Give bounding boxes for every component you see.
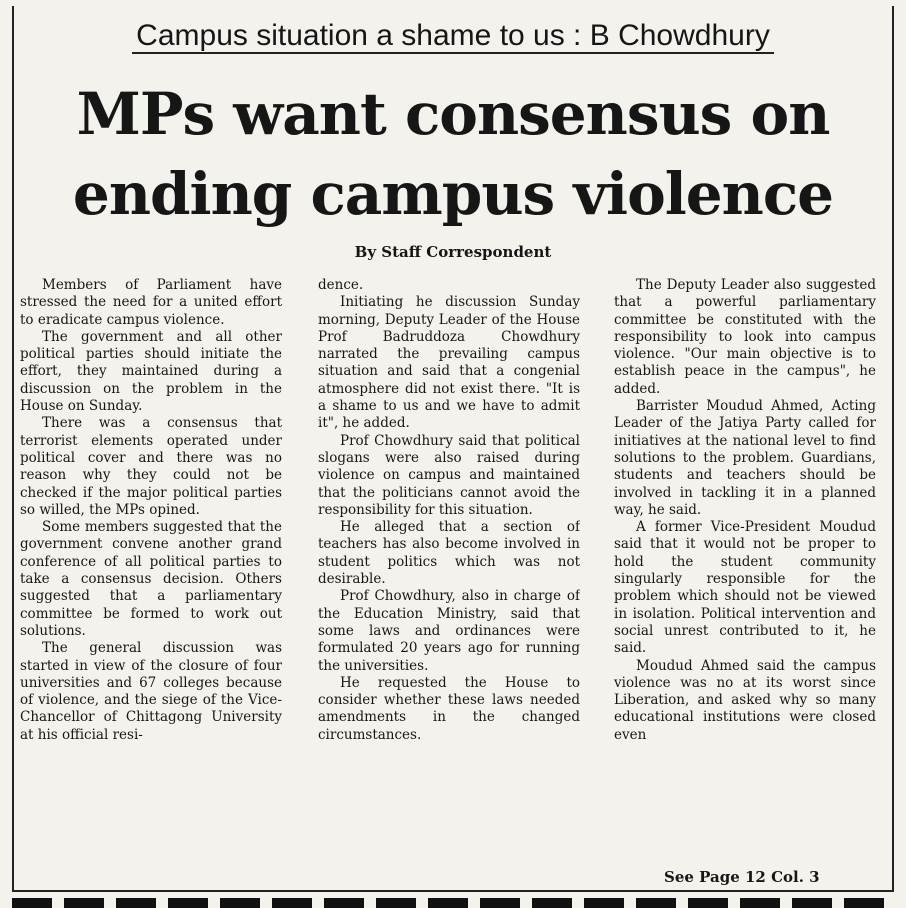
paragraph: Initiating he discussion Sunday morning, Deputy Leader of the House Prof Badruddoza Chowdhury narrated the prevailing campus situation and said that a congenial atmosphere did not exist there. "It is a shame to us and we have to admit it", he added. [318, 294, 580, 432]
kicker-headline [0, 18, 906, 54]
paragraph: Prof Chowdhury, also in charge of the Education Ministry, said that some laws and ordinances were formulated 20 years ago for running the universities. [318, 588, 580, 674]
paragraph: There was a consensus that terrorist elements operated under political cover and there was no reason why they could not be checked if the major political parties so willed, the MPs opined. [20, 415, 282, 518]
headline-line-2: ending campus violence [72, 160, 834, 228]
column-2 [318, 277, 580, 883]
column-3 [614, 277, 876, 883]
paragraph: Moudud Ahmed said the campus violence was no at its worst since Liberation, and asked why so many educational institutions were closed even [614, 657, 876, 743]
paragraph: Prof Chowdhury said that political slogans were also raised during violence on campus and maintained that the politicians cannot avoid the responsibility for this situation. [318, 432, 580, 518]
paragraph: He alleged that a section of teachers has also become involved in student politics which was not desirable. [318, 519, 580, 588]
continuation-reference: See Page 12 Col. 3 [664, 868, 820, 886]
byline: By Staff Correspondent [354, 243, 552, 261]
paragraph: The government and all other political parties should initiate the effort, they maintained during a discussion on the problem in the House on Sunday. [20, 328, 282, 415]
paragraph: Some members suggested that the government convene another grand conference of all political parties to take a consensus decision. Others suggested that a parliamentary committee be formed to work out solutions. [20, 519, 282, 639]
paragraph: The Deputy Leader also suggested that a powerful parliamentary committee be constituted with the responsibility to look into campus violence. "Our main objective is to establish peace in the campus", he added. [614, 277, 876, 397]
paragraph: Barrister Moudud Ahmed, Acting Leader of the Jatiya Party called for initiatives at the national level to find solutions to the problem. Guardians, students and teachers should be involved in tackling it in a planned way, he said. [614, 398, 876, 518]
paragraph: The general discussion was started in view of the closure of four universities and 67 colleges because of violence, and the siege of the Vice-Chancellor of Chittagong University at his official resi- [20, 640, 282, 743]
paragraph: He requested the House to consider whether these laws needed amendments in the changed circumstances. [318, 674, 580, 743]
main-headline [10, 74, 896, 234]
next-headline-fragment [12, 898, 892, 908]
column-1 [20, 277, 282, 883]
paragraph-continuation: dence. [318, 277, 364, 293]
headline-line-1: MPs want consensus on [76, 80, 830, 148]
kicker-text: Campus situation a shame to us : B Chowdhury [132, 19, 774, 54]
paragraph: Members of Parliament have stressed the need for a united effort to eradicate campus violence. [20, 277, 282, 328]
paragraph: A former Vice-President Moudud said that it would not be proper to hold the student community singularly responsible for the problem which should not be viewed in isolation. Political intervention and social unrest contributed to it, he said. [614, 519, 876, 657]
